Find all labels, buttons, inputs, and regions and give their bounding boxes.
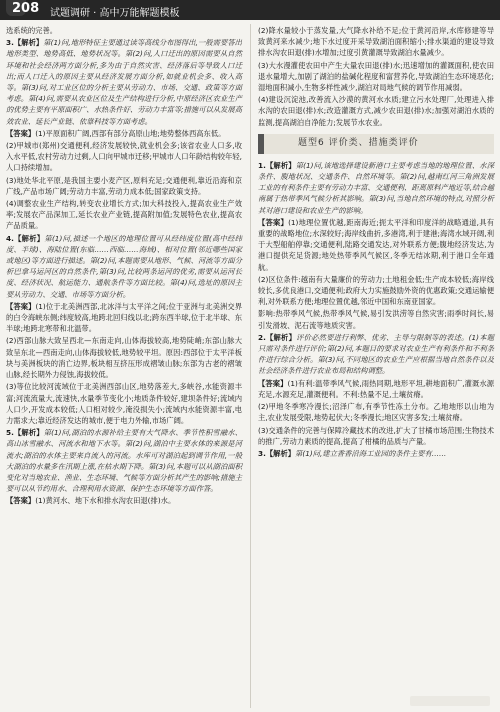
explanation-paragraph [258,160,494,216]
paragraph-text: 选系统的完善。 [6,26,58,35]
answer-paragraph [6,128,242,139]
paragraph-text: (1)黄河水、地下水和排水沟农田退(排)水。 [35,496,176,506]
answer-label: 【答案】 [258,217,289,227]
explanation-label: 2.【解析】 [258,332,297,342]
answer-label: 【答案】 [258,378,288,388]
answer-paragraph [6,301,242,335]
paragraph-text: (3)交通条件的完善与保障冷藏技术的改进,扩大了甘橘市场范围;生物技术的推广,劳动力素质的提高,提高了柑橘的品质与产量。 [258,425,494,446]
answer-paragraph [258,378,494,400]
text-paragraph [258,425,494,447]
text-paragraph [6,198,242,232]
paragraph-text: 评价必然要进行利弊、优劣、主导与限制等的表述。(1)本题只需对条件进行评价;第(2)问,本题目的要求对农业生产有利条件和不利条件进行综合分析。第(3)问,不同地区的农业生产应根据当地自然条件以及社会经济条件进行农业布局和结构调整。 [258,332,494,376]
text-paragraph [6,335,242,380]
text-paragraph [258,94,494,128]
explanation-label: 5.【解析】 [6,428,44,438]
paragraph-text: (3)等位比较河流域位于北美洲西部山区,地势落差大,多峡谷,水能资源丰富;河流流量大,流速快,水量季节变化小;地质条件较好,建坝条件好;流域内人口少,开发成本较低;人口相对较少,淹没损失小;流域内水能资源丰富,电力需求大;靠近经济发达的城市,便于电力外输,市场广阔。 [6,382,242,425]
text-paragraph [6,140,242,174]
paragraph-text: (2)西部山脉大致呈西北—东南走向,山体海拔较高,地势陡峭;东部山脉大致呈东北—西南走向,山体海拔较低,地势较平坦。原因:西部位于太平洋板块与美洲板块的消亡边界,板块相互挤压形成褶皱山脉;东部为古老的褶皱山脉,经长期外力侵蚀,海拔较低。 [6,336,242,380]
paragraph-text: 第(1)问,湖泊的水源补给主要有大气降水、季节性积雪融水、高山冰雪融水、河流水和地下水等。第(2)问,湖泊中主要水体的来源是河流水;湖泊的水体主要来自流入的河流。水库可对湖泊起到调节作用,一般大湖泊的水量多在汛期上涨,在枯水期下降。第(3)问,本题可以从湖泊面积变化对当地农业、渔业、生态环境、气候等方面分析其产生的影响;措施主要可以从节约用水、合理利用水资源、保护生态环境等方面作答。 [6,428,242,494]
paragraph-text: (2)区位条件:越南有大量廉价的劳动力;土地租金低;生产成本较低;海岸线较长,多优良港口,交通便利;政府大力实施鼓励外资的优惠政策;交通运输便利,对外联系方便;地理位置优越,邻近中国和东南亚国家。 [258,274,494,307]
text-paragraph [258,25,494,59]
paragraph-text: (3)大水漫灌使农田中产生大量农田退(排)水;迅速增加的灌溉面积,使农田退水量增大,加剧了湖泊的盐碱化程度和富营养化,导致湖泊生态环境恶化;湿地面积减小,生物多样性减少,湖泊对局地气候的调节作用减弱。 [258,60,494,93]
series-title: 试题调研 · 高中万能解题模板 [50,8,180,19]
paragraph-text: 第(1)问,地形特征主要通过读等高线分布图得出,一般需要答出地形类型、地势高低、地势状况等。第(2)问,人口迁出的原因需要从自然环境和社会经济两方面分析,多为由于自然灾害、经济落后等导致人口迁出;而人口迁入的原因主要从经济发展方面分析,如就业机会多、收入高等。第(3)问,对工业区位的分析主要从劳动力、市场、交通、政策等方面考虑。第(4)问,需要从农业区位及生产结构进行分析,中原经济区农业生产的优势主要有平原面积广、水热条件好、劳动力丰富等;措施可以从发展高效农业、延长产业链、依靠科技等方面考虑。 [6,38,242,126]
explanation-paragraph [258,448,494,459]
left-column [6,25,242,508]
text-paragraph [6,381,242,426]
explanation-paragraph [6,37,242,127]
paragraph-text: (3)地处华北平原,是我国主要小麦产区,原料充足;交通便利,靠近沿海和京广线,产品市场广阔;劳动力丰富,劳动力成本低;国家政策支持。 [6,175,242,196]
paragraph-text: (2)甲地冬季寒冷漫长;沼泽广布,有季节性冻土分布。乙地地形以山地为主,农业发展受限,地势起伏大;冬季漫长;地区灾害多发;土壤贫瘠。 [258,402,494,423]
explanation-paragraph [6,233,242,300]
text-paragraph [6,25,242,36]
text-paragraph [258,308,494,330]
explanation-label: 3.【解析】 [258,448,296,458]
paragraph-text: (1)平原面积广阔,西部有部分高原山地;地势整体西高东低。 [35,128,226,138]
text-paragraph [258,274,494,308]
section-heading [258,134,494,154]
watermark-stamp [410,696,490,706]
section-title: 题型6 评价类、措施类评价 [298,137,419,148]
answer-paragraph [258,217,494,273]
section-bar [258,134,264,154]
paragraph-text: (4)建设沉淀池,改善流入沙漠的黄河水水质;建立污水处理厂,处理进入排水沟的农田退(排)水;改造灌溉方式,减少农田退(排)水;加强对湖泊水质的监测,提高湖泊自净能力;发展节水农业。 [258,95,494,127]
paragraph-text: 第(1)问,该地选择建设新港口主要考虑当地的地理位置、水深条件、腹地状况、交通条件、自然环境等。第(2)问,越南红河三角洲发展工业的有利条件主要有劳动力丰富、交通便利、距离原料产地近等,结合越南属于热带季风气候分析其影响。第(3)问,当地自然环境的特点,对照分析其对港口建设和农业生产的影响。 [258,160,494,215]
paragraph-text: (1)地理位置优越,距南海近;扼太平洋和印度洋的战略通道,具有重要的战略地位;水深较好;海岸线曲折,多港湾,利于建港;海湾水域开阔,利于大型船舶停靠;交通便利,陆路交通发达,对外联系方便;腹地经济发达,为港口提供充足货源;地处热带季风气候区,冬季无结冰期,利于港口全年通航。 [258,217,494,272]
explanation-paragraph [6,427,242,494]
right-column [258,25,494,460]
paragraph-text: (4)调整农业生产结构,转变农业增长方式;加大科技投入,提高农业生产效率;发展农产品深加工,延长农业产业链,提高附加值;发展特色农业,提高农产品质量。 [6,199,242,231]
page-number: 208 [12,1,40,16]
explanation-label: 3.【解析】 [6,38,44,48]
answer-label: 【答案】 [6,128,36,138]
text-paragraph [258,60,494,94]
paragraph-text: (1)位于北美洲西部,北冰洋与太平洋之间;位于亚洲与北美洲交界的白令海峡东侧;纬度较高,地跨北回归线以北;跨东西半球,位于北半球、东半球;地跨北寒带和北温带。 [6,301,242,334]
text-paragraph [6,175,242,197]
text-paragraph [258,401,494,423]
answer-label: 【答案】 [6,301,36,311]
page-header [0,0,500,20]
paragraph-text: 第(1)问,描述一个地区的地理位置可从经纬度位置(高中经纬度、半球)、海陆位置(东临……西临……海域)、相对位置(邻近哪些国家或地区)等方面进行描述。第(2)问,本题需要从地形、气候、河流等方面分析巴拿马运河区的自然条件,第(3)问,比较两条运河的优劣,需要从运河长度、经济状况、航运能力、通航条件等方面比较。第(4)问,选址的原因主要从劳动力、交通、市场等方面分析。 [6,233,242,299]
paragraph-text: (2)降水量较小于蒸发量,大气降水补给不足;位于黄河沿岸,水库修建等导致黄河来水减少;地下水过度开采导致湖泊面积缩小;排水渠道的建设导致排水沟农田退(排)水增加;过度引黄灌溉导致湖泊水量减少。 [258,26,494,58]
answer-label: 【答案】 [6,496,36,506]
explanation-paragraph [258,332,494,377]
column-divider [250,24,251,708]
paragraph-text: (2)甲城市(郑州)交通便利,经济发展较快,就业机会多;该省农业人口多,收入水平低,农村劳动力过剩,人口向甲城市迁移;甲城市人口年龄结构较年轻,人口持续增加。 [6,141,242,173]
paragraph-text: 第(1)问,建立香香沿海工业园的条件主要有…… [295,448,447,458]
paragraph-text: (1)有利:温带季风气候,雨热同期,地形平坦,耕地面积广,灌溉水源充足,水源充足,灌溉便利。不利:热量不足,土壤贫瘠。 [258,378,495,399]
explanation-label: 1.【解析】 [258,160,296,170]
paragraph-text: 影响:热带季风气候,热带季风气候,易引发洪涝等自然灾害;雨季时间长,易引发滑坡、泥石流等地质灾害。 [258,309,494,330]
explanation-label: 4.【解析】 [6,233,45,243]
answer-paragraph [6,495,242,506]
